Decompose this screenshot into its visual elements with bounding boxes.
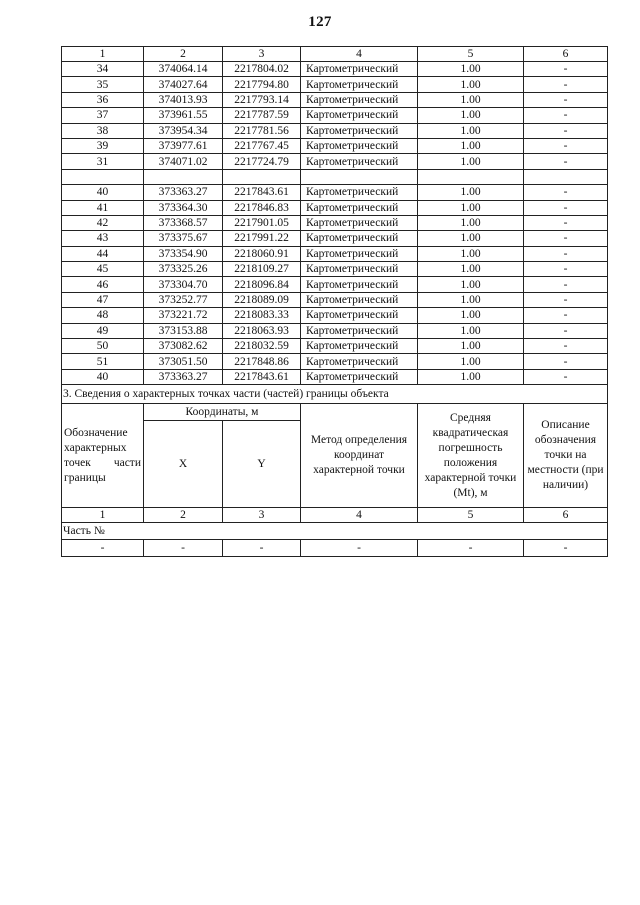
coord-y: 2218096.84 bbox=[223, 277, 301, 292]
point-number: 31 bbox=[62, 154, 144, 169]
table-row bbox=[62, 154, 608, 169]
method-cell: Картометрический bbox=[301, 185, 418, 200]
part-cell: - bbox=[301, 540, 418, 557]
description-cell: - bbox=[524, 354, 608, 369]
column-number: 5 bbox=[418, 47, 524, 62]
section3-title-row bbox=[62, 385, 608, 404]
table-row bbox=[62, 246, 608, 261]
point-number: 42 bbox=[62, 215, 144, 230]
section3-column-number-row bbox=[62, 508, 608, 523]
column-number: 2 bbox=[144, 508, 223, 523]
method-cell: Картометрический bbox=[301, 200, 418, 215]
point-number: 40 bbox=[62, 369, 144, 384]
description-cell: - bbox=[524, 262, 608, 277]
mt-cell: 1.00 bbox=[418, 123, 524, 138]
column-number: 3 bbox=[223, 47, 301, 62]
point-number: 49 bbox=[62, 323, 144, 338]
description-cell: - bbox=[524, 154, 608, 169]
mt-cell: 1.00 bbox=[418, 185, 524, 200]
group-separator bbox=[62, 169, 608, 184]
method-cell: Картометрический bbox=[301, 262, 418, 277]
coord-x: 374013.93 bbox=[144, 92, 223, 107]
page-number: 127 bbox=[308, 14, 332, 30]
mt-cell: 1.00 bbox=[418, 77, 524, 92]
description-cell: - bbox=[524, 215, 608, 230]
method-cell: Картометрический bbox=[301, 308, 418, 323]
coord-y: 2218109.27 bbox=[223, 262, 301, 277]
column-number: 4 bbox=[301, 47, 418, 62]
table-row bbox=[62, 215, 608, 230]
description-cell: - bbox=[524, 246, 608, 261]
table-row bbox=[62, 123, 608, 138]
part-cell: - bbox=[223, 540, 301, 557]
coord-x: 373153.88 bbox=[144, 323, 223, 338]
coord-y: 2217846.83 bbox=[223, 200, 301, 215]
method-cell: Картометрический bbox=[301, 292, 418, 307]
description-cell: - bbox=[524, 292, 608, 307]
method-cell: Картометрический bbox=[301, 108, 418, 123]
mt-cell: 1.00 bbox=[418, 277, 524, 292]
description-header: Описание обозначения точки на местности (при наличии) bbox=[524, 404, 608, 508]
coord-x: 373363.27 bbox=[144, 185, 223, 200]
table-row bbox=[62, 323, 608, 338]
method-cell: Картометрический bbox=[301, 246, 418, 261]
method-cell: Картометрический bbox=[301, 92, 418, 107]
empty-separator-row bbox=[62, 169, 608, 184]
column-number: 6 bbox=[524, 47, 608, 62]
coord-y: 2218083.33 bbox=[223, 308, 301, 323]
point-number: 45 bbox=[62, 262, 144, 277]
table-row bbox=[62, 277, 608, 292]
coord-x: 373325.26 bbox=[144, 262, 223, 277]
column-number: 6 bbox=[524, 508, 608, 523]
coord-x: 374064.14 bbox=[144, 62, 223, 77]
method-cell: Картометрический bbox=[301, 323, 418, 338]
table-row bbox=[62, 77, 608, 92]
coord-y: 2218060.91 bbox=[223, 246, 301, 261]
mt-cell: 1.00 bbox=[418, 154, 524, 169]
point-number: 44 bbox=[62, 246, 144, 261]
x-header: X bbox=[144, 421, 223, 508]
table-row bbox=[62, 108, 608, 123]
method-cell: Картометрический bbox=[301, 231, 418, 246]
method-cell: Картометрический bbox=[301, 77, 418, 92]
coord-y: 2217781.56 bbox=[223, 123, 301, 138]
point-number: 48 bbox=[62, 308, 144, 323]
coord-y: 2217843.61 bbox=[223, 185, 301, 200]
table-row bbox=[62, 92, 608, 107]
table-row bbox=[62, 185, 608, 200]
coord-x: 373368.57 bbox=[144, 215, 223, 230]
coord-y: 2217794.80 bbox=[223, 77, 301, 92]
method-cell: Картометрический bbox=[301, 215, 418, 230]
column-number: 2 bbox=[144, 47, 223, 62]
mt-cell: 1.00 bbox=[418, 246, 524, 261]
table-row bbox=[62, 308, 608, 323]
coord-x: 373961.55 bbox=[144, 108, 223, 123]
section3 bbox=[62, 385, 608, 557]
coord-x: 374071.02 bbox=[144, 154, 223, 169]
point-group-a bbox=[62, 62, 608, 170]
point-number: 40 bbox=[62, 185, 144, 200]
column-number: 4 bbox=[301, 508, 418, 523]
method-header: Метод определения координат характерной точки bbox=[301, 404, 418, 508]
description-cell: - bbox=[524, 231, 608, 246]
mt-cell: 1.00 bbox=[418, 200, 524, 215]
coord-x: 373354.90 bbox=[144, 246, 223, 261]
point-number: 34 bbox=[62, 62, 144, 77]
point-number: 41 bbox=[62, 200, 144, 215]
description-cell: - bbox=[524, 92, 608, 107]
mt-cell: 1.00 bbox=[418, 323, 524, 338]
coord-x: 373051.50 bbox=[144, 354, 223, 369]
table-row bbox=[62, 231, 608, 246]
mt-cell: 1.00 bbox=[418, 369, 524, 384]
mt-cell: 1.00 bbox=[418, 308, 524, 323]
point-number: 47 bbox=[62, 292, 144, 307]
coord-y: 2217991.22 bbox=[223, 231, 301, 246]
y-header: Y bbox=[223, 421, 301, 508]
coord-y: 2218063.93 bbox=[223, 323, 301, 338]
coord-x: 373221.72 bbox=[144, 308, 223, 323]
mt-cell: 1.00 bbox=[418, 339, 524, 354]
description-cell: - bbox=[524, 185, 608, 200]
coord-x: 373364.30 bbox=[144, 200, 223, 215]
method-cell: Картометрический bbox=[301, 154, 418, 169]
method-cell: Картометрический bbox=[301, 277, 418, 292]
description-cell: - bbox=[524, 77, 608, 92]
coord-y: 2218089.09 bbox=[223, 292, 301, 307]
point-number: 50 bbox=[62, 339, 144, 354]
mt-header: Средняя квадратическая погрешность положения характерной точки (Mt), м bbox=[418, 404, 524, 508]
boundary-points-table bbox=[61, 46, 608, 557]
table-row bbox=[62, 200, 608, 215]
description-cell: - bbox=[524, 200, 608, 215]
coord-x: 373082.62 bbox=[144, 339, 223, 354]
coord-y: 2217787.59 bbox=[223, 108, 301, 123]
description-cell: - bbox=[524, 138, 608, 153]
table-row bbox=[62, 369, 608, 384]
mt-cell: 1.00 bbox=[418, 215, 524, 230]
point-number: 46 bbox=[62, 277, 144, 292]
description-cell: - bbox=[524, 123, 608, 138]
coord-y: 2217804.02 bbox=[223, 62, 301, 77]
method-cell: Картометрический bbox=[301, 62, 418, 77]
column-number: 5 bbox=[418, 508, 524, 523]
part-data-row bbox=[62, 540, 608, 557]
column-number: 1 bbox=[62, 47, 144, 62]
description-cell: - bbox=[524, 308, 608, 323]
coord-x: 373954.34 bbox=[144, 123, 223, 138]
method-cell: Картометрический bbox=[301, 369, 418, 384]
mt-cell: 1.00 bbox=[418, 138, 524, 153]
coord-x: 374027.64 bbox=[144, 77, 223, 92]
coord-x: 373375.67 bbox=[144, 231, 223, 246]
point-number: 38 bbox=[62, 123, 144, 138]
mt-cell: 1.00 bbox=[418, 108, 524, 123]
point-group-b bbox=[62, 185, 608, 385]
description-cell: - bbox=[524, 108, 608, 123]
part-label-row bbox=[62, 523, 608, 540]
part-cell: - bbox=[144, 540, 223, 557]
coord-x: 373363.27 bbox=[144, 369, 223, 384]
section3-header-row bbox=[62, 404, 608, 421]
coord-y: 2217848.86 bbox=[223, 354, 301, 369]
mt-cell: 1.00 bbox=[418, 62, 524, 77]
mt-cell: 1.00 bbox=[418, 262, 524, 277]
point-number: 37 bbox=[62, 108, 144, 123]
coord-x: 373252.77 bbox=[144, 292, 223, 307]
coordinates-header: Координаты, м bbox=[144, 404, 301, 421]
part-cell: - bbox=[418, 540, 524, 557]
description-cell: - bbox=[524, 369, 608, 384]
method-cell: Картометрический bbox=[301, 354, 418, 369]
coord-y: 2217724.79 bbox=[223, 154, 301, 169]
mt-cell: 1.00 bbox=[418, 231, 524, 246]
mt-cell: 1.00 bbox=[418, 92, 524, 107]
column-number: 3 bbox=[223, 508, 301, 523]
method-cell: Картометрический bbox=[301, 138, 418, 153]
description-cell: - bbox=[524, 62, 608, 77]
table-row bbox=[62, 138, 608, 153]
section3-title: 3. Сведения о характерных точках части (частей) границы объекта bbox=[62, 385, 608, 404]
part-cell: - bbox=[62, 540, 144, 557]
coord-y: 2217901.05 bbox=[223, 215, 301, 230]
part-label: Часть № bbox=[62, 523, 608, 540]
column-number-row bbox=[62, 47, 608, 62]
coord-y: 2217843.61 bbox=[223, 369, 301, 384]
point-number: 51 bbox=[62, 354, 144, 369]
coord-x: 373304.70 bbox=[144, 277, 223, 292]
point-number: 36 bbox=[62, 92, 144, 107]
coord-y: 2217767.45 bbox=[223, 138, 301, 153]
coord-x: 373977.61 bbox=[144, 138, 223, 153]
part-cell: - bbox=[524, 540, 608, 557]
table-row bbox=[62, 354, 608, 369]
point-number: 35 bbox=[62, 77, 144, 92]
coord-y: 2217793.14 bbox=[223, 92, 301, 107]
method-cell: Картометрический bbox=[301, 123, 418, 138]
description-cell: - bbox=[524, 323, 608, 338]
mt-cell: 1.00 bbox=[418, 354, 524, 369]
point-label-header: Обозначение характерных точек части границы bbox=[62, 404, 144, 508]
column-number: 1 bbox=[62, 508, 144, 523]
table-row bbox=[62, 262, 608, 277]
point-number: 43 bbox=[62, 231, 144, 246]
table-row bbox=[62, 62, 608, 77]
method-cell: Картометрический bbox=[301, 339, 418, 354]
table-body bbox=[62, 47, 608, 62]
description-cell: - bbox=[524, 339, 608, 354]
table-row bbox=[62, 292, 608, 307]
point-number: 39 bbox=[62, 138, 144, 153]
coord-y: 2218032.59 bbox=[223, 339, 301, 354]
table-row bbox=[62, 339, 608, 354]
description-cell: - bbox=[524, 277, 608, 292]
mt-cell: 1.00 bbox=[418, 292, 524, 307]
